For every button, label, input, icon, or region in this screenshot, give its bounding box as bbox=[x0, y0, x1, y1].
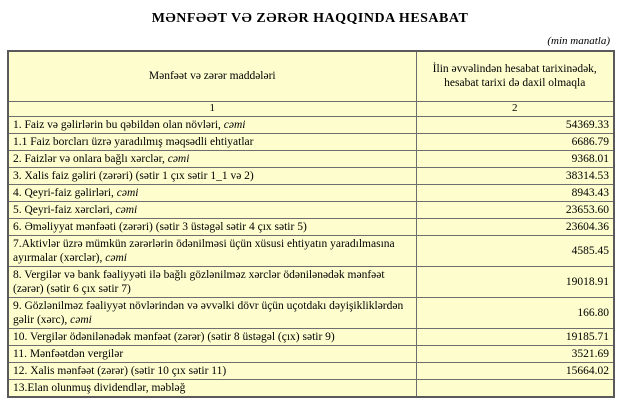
table-row bbox=[8, 133, 614, 150]
row-value: 19018.91 bbox=[416, 266, 614, 297]
table-row bbox=[8, 362, 614, 379]
row-label-text: 13.Elan olunmuş dividendlər, məbləğ bbox=[13, 381, 186, 394]
row-value: 23604.36 bbox=[416, 218, 614, 235]
row-label bbox=[8, 116, 416, 133]
col-header-items: Mənfəət və zərər maddələri bbox=[8, 51, 416, 101]
table-row bbox=[8, 116, 614, 133]
page-title: MƏNFƏƏT VƏ ZƏRƏR HAQQINDA HESABAT bbox=[151, 11, 469, 26]
row-label-italic: cəmi bbox=[116, 186, 139, 199]
table-row bbox=[8, 184, 614, 201]
row-label-text: 4. Qeyri-faiz gəlirləri, bbox=[13, 186, 117, 199]
table-row bbox=[8, 167, 614, 184]
row-value: 38314.53 bbox=[416, 167, 614, 184]
row-label bbox=[8, 266, 416, 297]
row-label bbox=[8, 218, 416, 235]
row-label bbox=[8, 201, 416, 218]
row-value: 9368.01 bbox=[416, 150, 614, 167]
value-input[interactable] bbox=[416, 379, 614, 397]
row-label-text: 6. Əməliyyat mənfəəti (zərəri) (sətir 3 üstəgəl sətir 4 çıx sətir 5) bbox=[13, 220, 307, 233]
row-label bbox=[8, 133, 416, 150]
row-label-text: 1.1 Faiz borcları üzrə yaradılmış məqsədli ehtiyatlar bbox=[13, 135, 254, 148]
row-label-text: 12. Xalis mənfəət (zərər) (sətir 10 çıx sətir 11) bbox=[13, 364, 227, 377]
table-row bbox=[8, 328, 614, 345]
row-label-italic: cəmi bbox=[70, 313, 92, 326]
row-label-text: 9. Gözlənilməz fəaliyyət növlərindən və əvvəlki dövr üçün uçotdakı dəyişikliklərdən gəlir (xərc), bbox=[13, 299, 404, 326]
col-header-period: İlin əvvəlindən hesabat tarixinədək, hesabat tarixi də daxil olmaqla bbox=[416, 51, 614, 101]
header-row bbox=[8, 51, 614, 101]
table-row bbox=[8, 379, 614, 397]
row-label-text: 10. Vergilər ödənilənədək mənfəət (zərər) (sətir 8 üstəgəl (çıx) sətir 9) bbox=[13, 330, 335, 343]
row-value: 23653.60 bbox=[416, 201, 614, 218]
row-label-text: 3. Xalis faiz gəliri (zərəri) (sətir 1 çıx sətir 1_1 və 2) bbox=[13, 169, 254, 182]
row-label bbox=[8, 235, 416, 266]
col-number-2: 2 bbox=[416, 101, 614, 116]
row-label-text: 5. Qeyri-faiz xərcləri, bbox=[13, 203, 116, 216]
table-row bbox=[8, 297, 614, 328]
row-value: 19185.71 bbox=[416, 328, 614, 345]
row-label-text: 11. Mənfəətdən vergilər bbox=[13, 347, 124, 360]
row-value: 4585.45 bbox=[416, 235, 614, 266]
row-label-text: 8. Vergilər və bank fəaliyyəti ilə bağlı gözlənilməz xərclər ödənilənədək mənfəət (zərər) (sətir 6 çıx sətir 7) bbox=[13, 268, 385, 295]
row-label bbox=[8, 328, 416, 345]
table-row bbox=[8, 235, 614, 266]
col-number-1: 1 bbox=[8, 101, 416, 116]
column-number-row bbox=[8, 101, 614, 116]
row-label bbox=[8, 167, 416, 184]
row-label-text: 7.Aktivlər üzrə mümkün zərərlərin ödənilməsi üçün xüsusi ehtiyatın yaradılmasına ayırmalar (xərclər), bbox=[13, 237, 395, 264]
row-value: 15664.02 bbox=[416, 362, 614, 379]
row-label bbox=[8, 297, 416, 328]
report-page bbox=[0, 11, 620, 416]
row-label bbox=[8, 150, 416, 167]
value-input[interactable]: 6686.79 bbox=[416, 133, 614, 150]
row-label bbox=[8, 184, 416, 201]
value-input[interactable]: 3521.69 bbox=[416, 345, 614, 362]
row-label-italic: cəmi bbox=[105, 251, 127, 264]
row-value: 8943.43 bbox=[416, 184, 614, 201]
table-row bbox=[8, 201, 614, 218]
row-label-italic: cəmi bbox=[167, 152, 190, 165]
table-row bbox=[8, 266, 614, 297]
row-value: 54369.33 bbox=[416, 116, 614, 133]
table-row bbox=[8, 150, 614, 167]
row-value: 166.80 bbox=[416, 297, 614, 328]
profit-loss-table bbox=[7, 50, 615, 398]
row-label-italic: cəmi bbox=[115, 203, 138, 216]
table-row bbox=[8, 218, 614, 235]
unit-note: (min manatla) bbox=[547, 35, 610, 47]
row-label-text: 1. Faiz və gəlirlərin bu qəbildən olan növləri, bbox=[13, 118, 224, 131]
row-label bbox=[8, 345, 416, 362]
row-label bbox=[8, 362, 416, 379]
row-label-text: 2. Faizlər və onlara bağlı xərclər, bbox=[13, 152, 168, 165]
row-label-italic: cəmi bbox=[223, 118, 246, 131]
row-label bbox=[8, 379, 416, 397]
table-row bbox=[8, 345, 614, 362]
